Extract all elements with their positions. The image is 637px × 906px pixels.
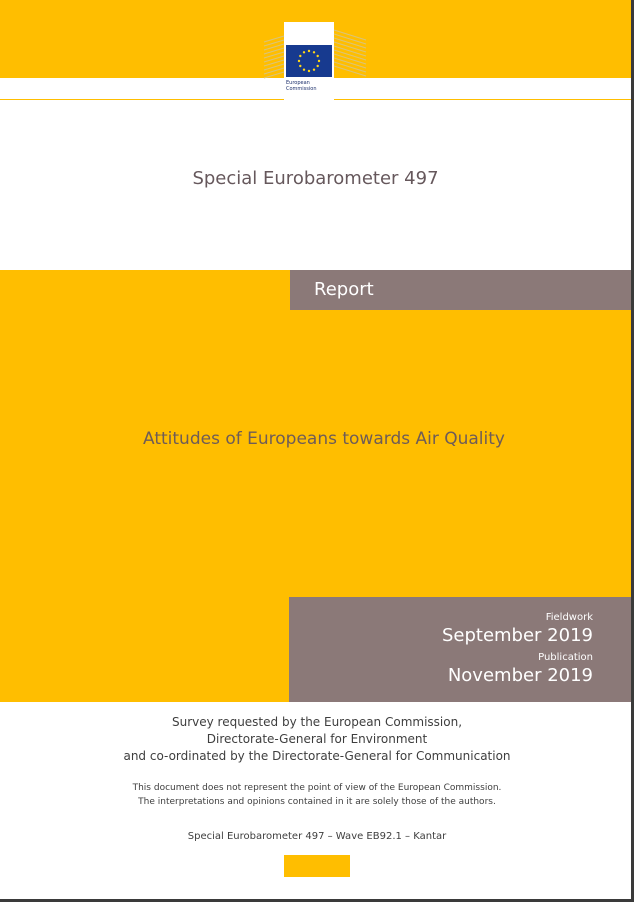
publication-date: November 2019: [447, 665, 593, 686]
disclaimer-block: [0, 781, 634, 809]
requested-line-1: Survey requested by the European Commission,: [171, 715, 463, 729]
fieldwork-label: Fieldwork: [545, 612, 593, 623]
footer-yellow-bar: [284, 855, 350, 877]
disclaimer-line-2: The interpretations and opinions contained in it are solely those of the authors.: [138, 797, 496, 807]
requested-line-2: Directorate-General for Environment: [206, 732, 428, 746]
footer-reference: Special Eurobarometer 497 – Wave EB92.1 – Kantar: [187, 831, 447, 842]
survey-title: Special Eurobarometer 497: [192, 168, 439, 189]
fieldwork-date: September 2019: [441, 625, 593, 646]
requested-line-3: and co-ordinated by the Directorate-General for Communication: [123, 749, 511, 763]
requested-by-block: [0, 714, 634, 765]
dates-panel: [289, 597, 634, 702]
report-title: Attitudes of Europeans towards Air Quality: [143, 429, 505, 449]
logo-org-name: European Commission: [286, 80, 317, 92]
report-label: Report: [290, 270, 634, 310]
publication-label: Publication: [538, 652, 593, 663]
disclaimer-line-1: This document does not represent the point of view of the European Commission.: [132, 783, 502, 793]
